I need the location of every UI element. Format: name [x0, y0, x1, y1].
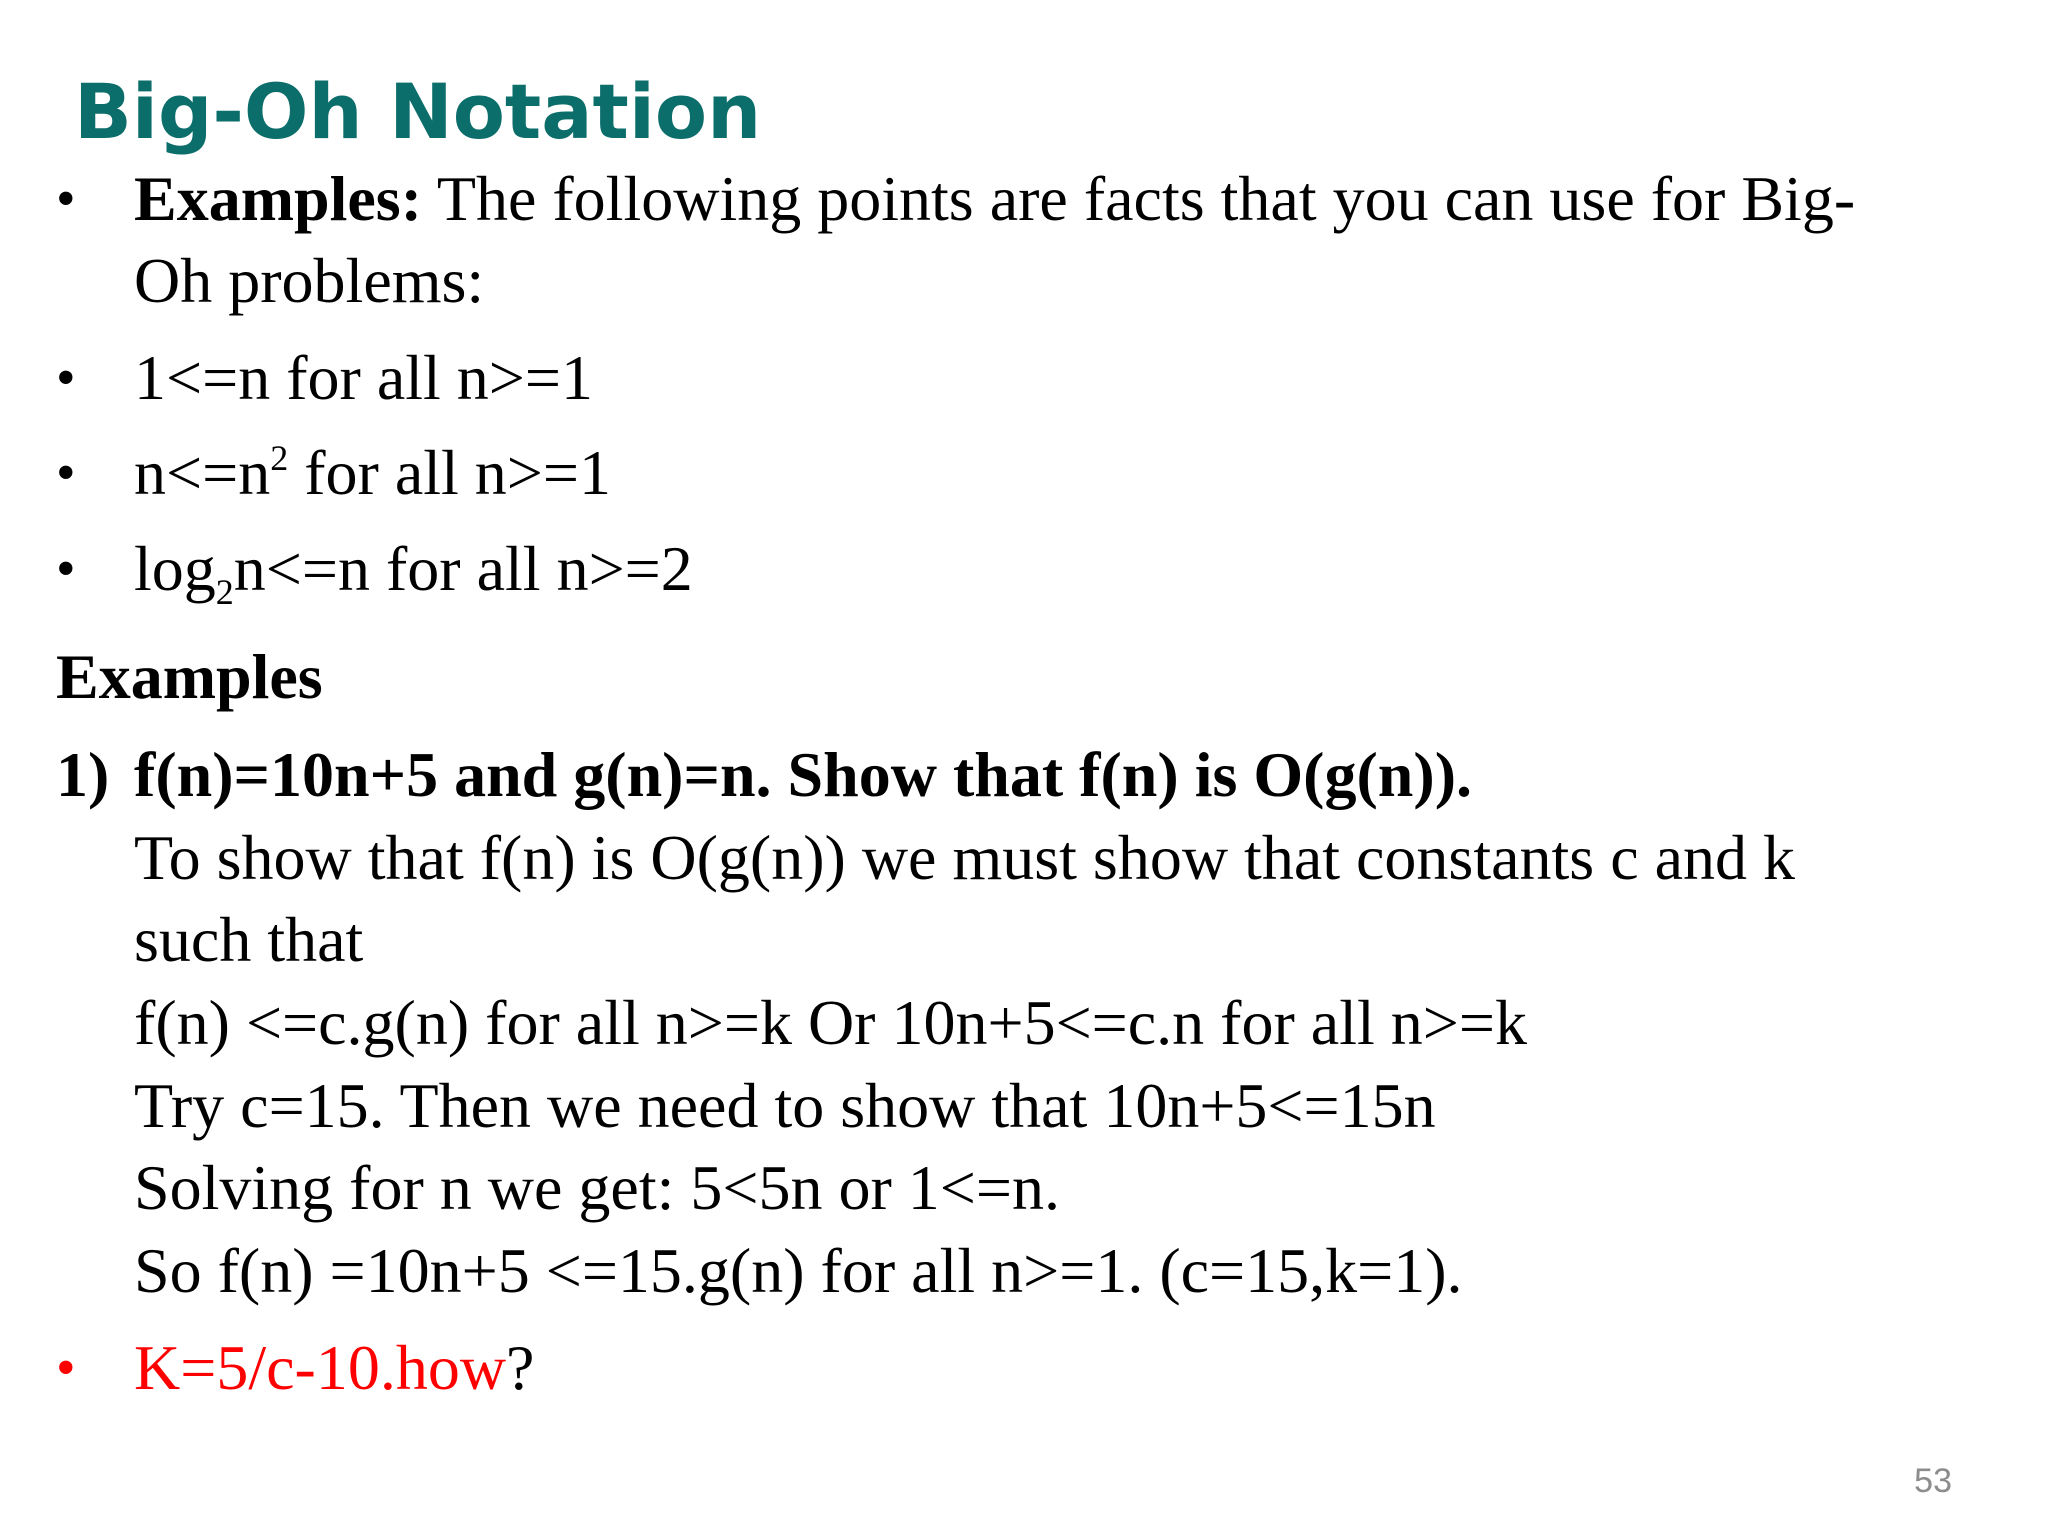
bullet-dot: • [56, 538, 76, 600]
slide-title: Big-Oh Notation [74, 67, 762, 156]
examples-intro-continuation: Oh problems: [134, 245, 485, 316]
bullet-fact-2 [134, 432, 611, 514]
example-number: 1) [56, 739, 110, 810]
fact-2-part-b: for all n>=1 [288, 437, 611, 508]
example-line: Solving for n we get: 5<5n or 1<=n. [134, 1152, 1060, 1223]
fact-3-part-b: n<=n for all n>=2 [233, 533, 693, 604]
subscript: 2 [215, 572, 234, 612]
question-line [134, 1327, 534, 1409]
examples-intro-text: The following points are facts that you can use for Big- [422, 163, 1856, 234]
fact-2-part-a: n<=n [134, 437, 271, 508]
bullet-dot: • [56, 442, 76, 504]
question-red-text: K=5/c-10.how [134, 1332, 507, 1403]
examples-label: Examples: [134, 163, 422, 234]
example-line: To show that f(n) is O(g(n)) we must show that constants c and k [134, 822, 1795, 893]
superscript: 2 [270, 438, 289, 478]
fact-3-part-a: log [134, 533, 216, 604]
example-line: Try c=15. Then we need to show that 10n+5<=15n [134, 1070, 1436, 1141]
bullet-fact-1: 1<=n for all n>=1 [134, 342, 593, 413]
bullet-dot-red: • [56, 1337, 76, 1399]
example-line: f(n) <=c.g(n) for all n>=k Or 10n+5<=c.n for all n>=k [134, 987, 1527, 1058]
question-mark: ? [506, 1332, 535, 1403]
example-statement: f(n)=10n+5 and g(n)=n. Show that f(n) is O(g(n)). [134, 739, 1472, 810]
example-line: So f(n) =10n+5 <=15.g(n) for all n>=1. (c=15,k=1). [134, 1235, 1463, 1306]
example-line: such that [134, 904, 364, 975]
page-number: 53 [1914, 1462, 1952, 1500]
examples-heading: Examples [56, 641, 323, 712]
bullet-fact-3 [134, 528, 693, 610]
bullet-dot: • [56, 347, 76, 409]
bullet-dot: • [56, 168, 76, 230]
bullet-examples-intro [134, 158, 1855, 240]
